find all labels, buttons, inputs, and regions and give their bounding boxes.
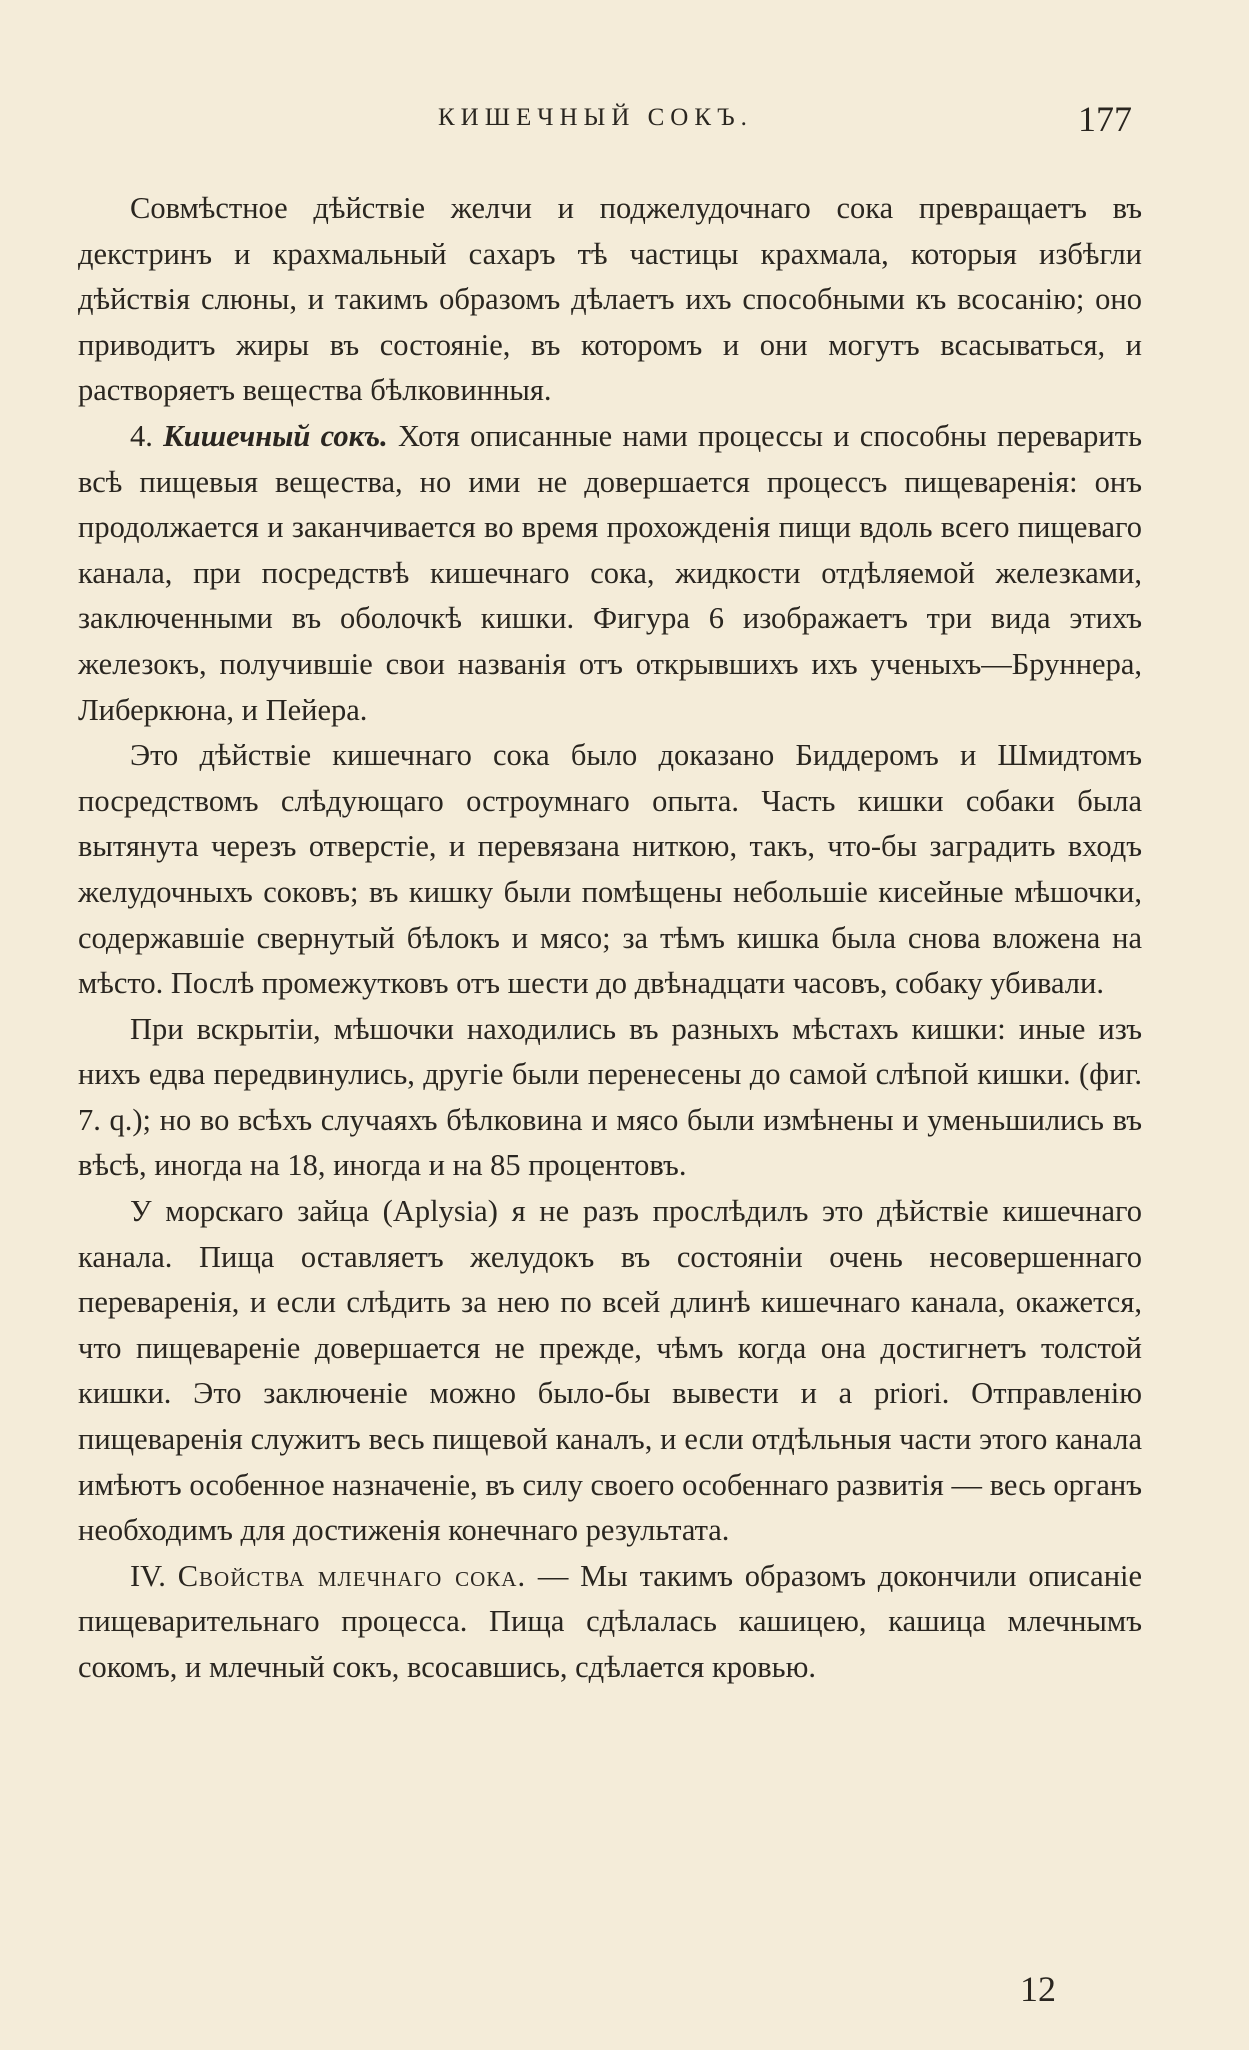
paragraph-text: Хотя описанные нами процессы и способны переварить всѣ пищевыя вещества, но ими не довершается процессъ пищеваренія: онъ продолжается и заканчивается во время прохожденія пищи вдоль всего пищеваго канала, при посредствѣ кишечнаго сока, жидкости отдѣляемой железками, заключенными въ оболочкѣ кишки. Фигура 6 изображаетъ три вида этихъ железокъ, получившіе свои названія отъ открывшихъ ихъ ученыхъ—Бруннера, Либеркюна, и Пейера. xyxy=(78,418,1142,727)
body-text xyxy=(78,186,1142,1691)
section-number: 4. xyxy=(130,418,153,453)
page-number: 177 xyxy=(1078,99,1132,139)
section-number: IV. xyxy=(130,1558,166,1593)
paragraph-6 xyxy=(78,1554,1142,1691)
paragraph-text: — Мы такимъ образомъ докончили описаніе пищеварительнаго процесса. Пища сдѣлалась кашицею, кашица млечнымъ сокомъ, и млечный сокъ, всосавшись, сдѣлается кровью. xyxy=(78,1558,1143,1684)
paragraph-4 xyxy=(78,1007,1142,1189)
paragraph-1 xyxy=(78,186,1142,414)
paragraph-3 xyxy=(78,733,1142,1007)
section-heading: Кишечный сокъ. xyxy=(163,418,388,453)
paragraph-5 xyxy=(78,1189,1142,1554)
page-header xyxy=(78,100,1142,140)
paragraph-text: Это дѣйствіе кишечнаго сока было доказано Биддеромъ и Шмидтомъ посредствомъ слѣдующаго остроумнаго опыта. Часть кишки собаки была вытянута черезъ отверстіе, и перевязана ниткою, такъ, что-бы заградить входъ желудочныхъ соковъ; въ кишку были помѣщены небольшіе кисейные мѣшочки, содержавшіе свернутый бѣлокъ и мясо; за тѣмъ кишка была снова вложена на мѣсто. Послѣ промежутковъ отъ шести до двѣнадцати часовъ, собаку убивали. xyxy=(78,738,1142,1001)
paragraph-2 xyxy=(78,414,1142,733)
paragraph-text: При вскрытіи, мѣшочки находились въ разныхъ мѣстахъ кишки: иные изъ нихъ едва передвинулись, другіе были перенесены до самой слѣпой кишки. (фиг. 7. q.); но во всѣхъ случаяхъ бѣлковина и мясо были измѣнены и уменьшились въ вѣсѣ, иногда на 18, иногда и на 85 процентовъ. xyxy=(78,1011,1142,1183)
section-heading: Свойства млечнаго сока. xyxy=(177,1558,527,1593)
signature-mark: 12 xyxy=(1020,1969,1056,2009)
running-head: КИШЕЧНЫЙ СОКЪ. xyxy=(438,104,753,131)
paragraph-text: У морскаго зайца (Aplysia) я не разъ прослѣдилъ это дѣйствіе кишечнаго канала. Пища оставляетъ желудокъ въ состояніи очень несовершеннаго переваренія, и если слѣдить за нею по всей длинѣ кишечнаго канала, окажется, что пищевареніе довершается не прежде, чѣмъ когда она достигнетъ толстой кишки. Это заключеніе можно было-бы вывести и a priori. Отправленію пищеваренія служитъ весь пищевой каналъ, и если отдѣльныя части этого канала имѣютъ особенное назначеніе, въ силу своего особеннаго развитія — весь органъ необходимъ для достиженія конечнаго результата. xyxy=(78,1194,1142,1548)
paragraph-text: Совмѣстное дѣйствіе желчи и поджелудочнаго сока превращаетъ въ декстринъ и крахмальный сахаръ тѣ частицы крахмала, которыя избѣгли дѣйствія слюны, и такимъ образомъ дѣлаетъ ихъ способными къ всосанію; оно приводитъ жиры въ состояніе, въ которомъ и они могутъ всасываться, и растворяетъ вещества бѣлковинныя. xyxy=(78,191,1142,408)
